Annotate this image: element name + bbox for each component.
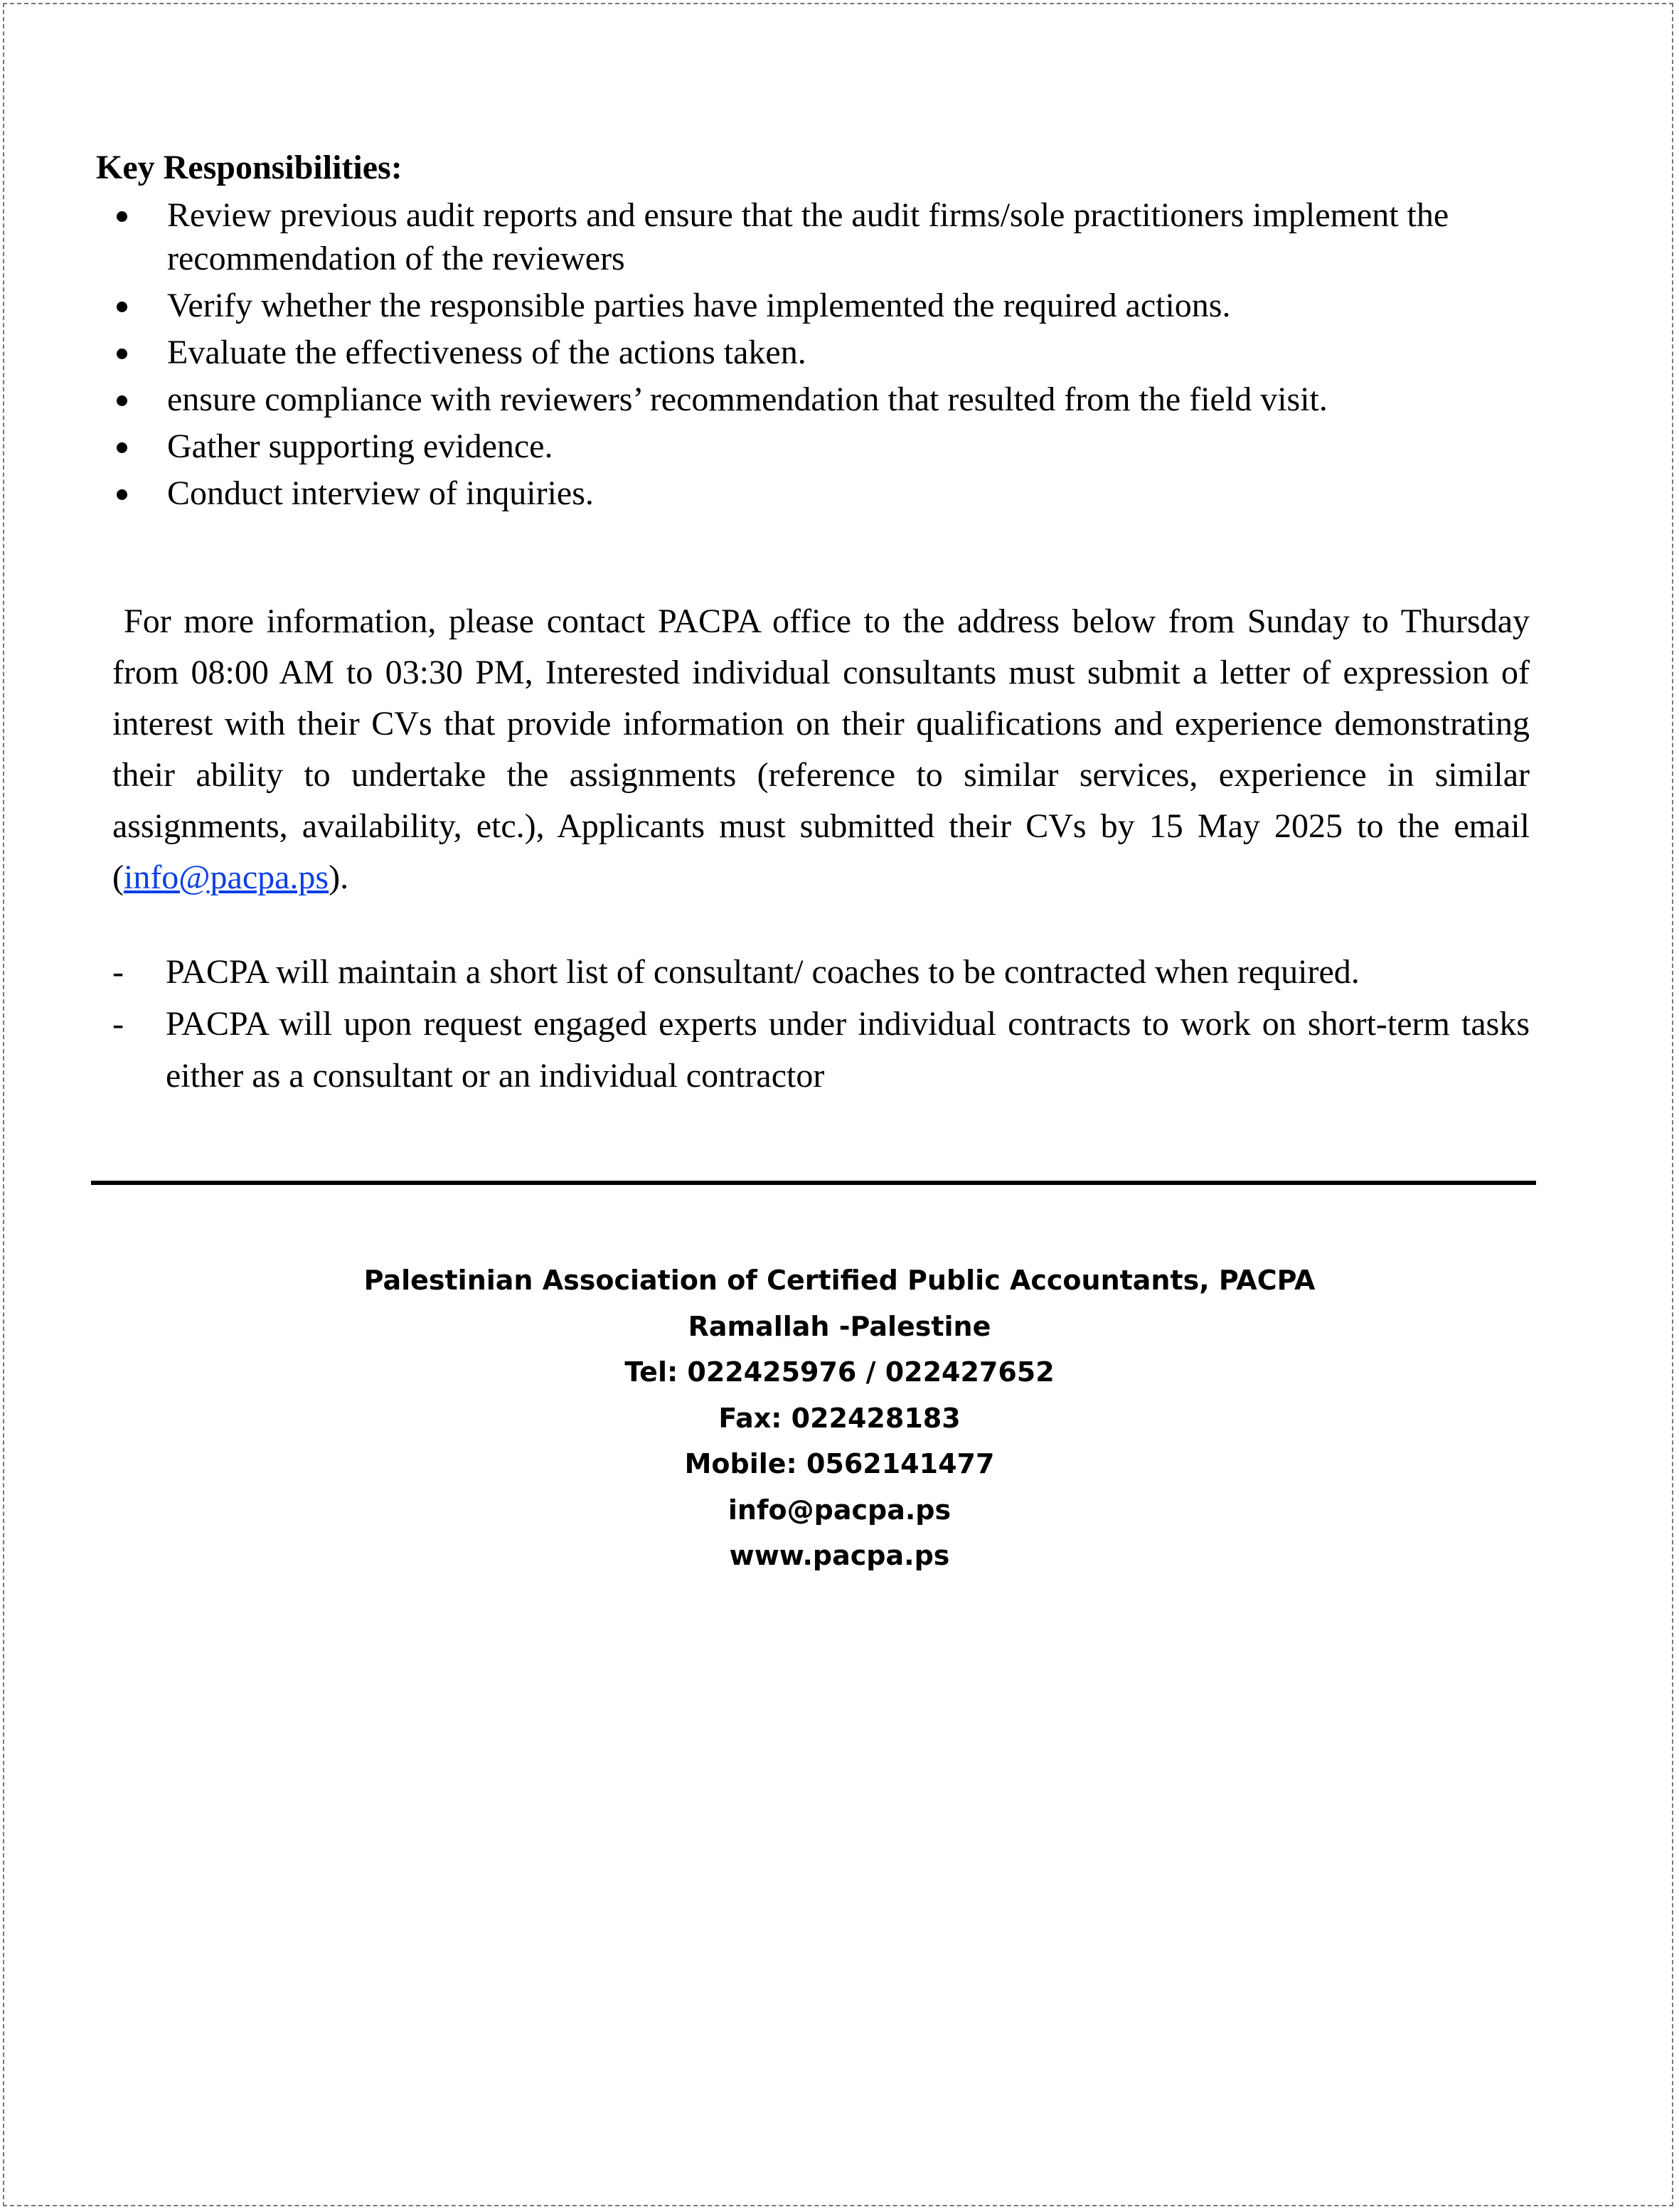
bullet-icon — [117, 489, 127, 500]
horizontal-divider — [91, 1181, 1536, 1185]
list-item — [96, 425, 1536, 468]
list-item — [96, 193, 1536, 280]
bullet-icon — [117, 302, 127, 312]
contact-paragraph-end: ). — [329, 858, 349, 896]
list-item-text: Review previous audit reports and ensure that the audit firms/sole practitioners implement the recommendation of the reviewers — [167, 196, 1449, 277]
list-item — [96, 378, 1536, 421]
location: Ramallah -Palestine — [688, 1310, 991, 1342]
responsibilities-list — [96, 193, 1536, 519]
list-item-text: Evaluate the effectiveness of the actions taken. — [167, 334, 806, 371]
key-responsibilities-heading: Key Responsibilities: — [96, 149, 403, 186]
contact-paragraph-text: For more information, please contact PACPA office to the address below from Sunday to Thursday from 08:00 AM to 03:30 PM, Interested individual consultants must submit a letter of expression of interest with their CVs that provide information on their qualifications and experience demonstrating their ability to undertake the assignments (reference to similar services, experience in similar assignments, availability, etc.), Applicants must submitted their CVs by 15 May 2025 to the email ( — [112, 602, 1530, 896]
list-item-text: ensure compliance with reviewers’ recommendation that resulted from the field visit. — [167, 381, 1328, 418]
list-item-text: PACPA will upon request engaged experts under individual contracts to work on short-term tasks either as a consultant or an individual contractor — [166, 1005, 1530, 1095]
notes-list — [112, 946, 1530, 1102]
email-link[interactable]: info@pacpa.ps — [123, 858, 329, 896]
list-item-text: Verify whether the responsible parties have implemented the required actions. — [167, 287, 1231, 324]
footer-email: info@pacpa.ps — [727, 1494, 952, 1526]
list-item-text: Gather supporting evidence. — [167, 427, 553, 465]
fax: Fax: 022428183 — [718, 1402, 961, 1434]
telephone: Tel: 022425976 / 022427652 — [624, 1356, 1055, 1388]
list-item — [96, 331, 1536, 374]
contact-paragraph — [112, 596, 1530, 903]
bullet-icon — [117, 395, 127, 406]
list-item — [112, 998, 1530, 1102]
list-item — [96, 284, 1536, 327]
list-item-text: Conduct interview of inquiries. — [167, 474, 594, 512]
website: www.pacpa.ps — [729, 1540, 950, 1571]
dash-marker: - — [112, 953, 124, 991]
list-item-text: PACPA will maintain a short list of consultant/ coaches to be contracted when required. — [166, 953, 1360, 991]
organization-name: Palestinian Association of Certified Public Accountants, PACPA — [363, 1265, 1316, 1296]
footer-contact-block — [0, 1257, 1679, 1579]
list-item — [96, 472, 1536, 515]
bullet-icon — [117, 349, 127, 359]
mobile: Mobile: 0562141477 — [684, 1448, 995, 1479]
list-item — [112, 946, 1530, 998]
bullet-icon — [117, 211, 127, 222]
bullet-icon — [117, 442, 127, 453]
dash-marker: - — [112, 1005, 124, 1043]
